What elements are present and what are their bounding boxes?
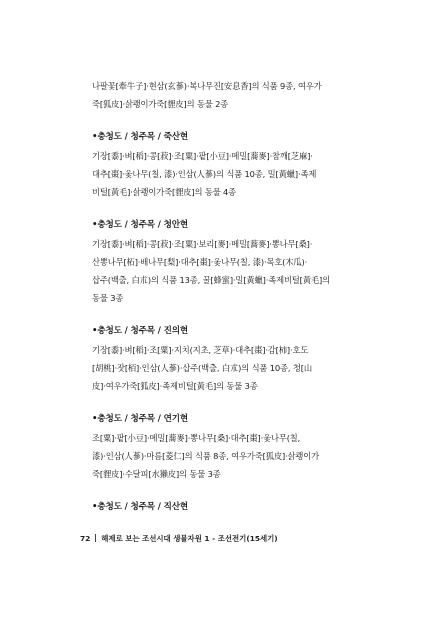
- page-number: 72: [80, 534, 91, 543]
- footer-divider: [95, 534, 96, 542]
- text-line: 漆)·인삼(人蔘)·마름[菱仁]의 식품 8종, 여우가죽[狐皮]·삵쾡이가: [92, 451, 320, 461]
- page-footer: [80, 534, 360, 544]
- text-line: 죽[貍皮]·수달피[水獺皮]의 동물 3종: [92, 469, 221, 479]
- text-line: 기장[黍]·벼[稻]·조[粟]·지치(지초, 芝草)·대추[棗]·감[柿]·호도: [92, 345, 309, 355]
- section-heading: •충청도 / 청주목 / 청안현: [92, 220, 189, 230]
- text-line: 비털[黃毛]·삵쾡이가죽[貍皮]의 동물 4종: [92, 187, 237, 197]
- text-line: 나팔꽃[牽牛子]·현삼(玄蔘)·복나무진[安息香]의 식품 9종, 여우가: [92, 81, 322, 91]
- text-line: 대추[棗]·옻나무(칠, 漆)·인삼(人蔘)의 식품 10종, 밀[黃蠟]·족제: [92, 169, 317, 179]
- section-heading: •충청도 / 청주목 / 진의현: [92, 326, 189, 336]
- section-heading: •충청도 / 청주목 / 직산현: [92, 502, 189, 512]
- text-line: 동물 3종: [92, 293, 124, 303]
- text-line: 皮]·여우가죽[狐皮]·족제비털[黃毛]의 동물 3종: [92, 381, 258, 391]
- text-line: 조[粟]·팥[小豆]·메밀[蕎麥]·뽕나무[桑]·대추[棗]·옻나무(칠,: [92, 433, 301, 443]
- text-line: 기장[黍]·벼[稻]·콩[菽]·조[粟]·보리[麥]·메밀[蕎麥]·뽕나무[桑]·: [92, 239, 313, 249]
- section-heading: •충청도 / 청주목 / 죽산현: [92, 132, 189, 142]
- book-title: 해제로 보는 조선시대 생물자원 1 - 조선전기(15세기): [101, 534, 278, 543]
- text-line: [胡桃]·잣[栢]·인삼(人蔘)·삽주(백출, 白朮)의 식품 10종, 청[山: [92, 363, 312, 373]
- text-line: 기장[黍]·벼[稻]·콩[菽]·조[粟]·팥[小豆]·메밀[蕎麥]·참깨[芝麻]·: [92, 151, 313, 161]
- text-line: 죽[狐皮]·삵쾡이가죽[貍皮]의 동물 2종: [92, 99, 229, 109]
- text-line: 삽주(백출, 白朮)의 식품 13종, 꿀[蜂蜜]·밀[黃蠟]·족제비털[黃毛]의: [92, 275, 331, 285]
- text-line: 산뽕나무[柘]·배나무[梨]·대추[棗]·옻나무(칠, 漆)·목호(木瓜)·: [92, 257, 308, 267]
- section-heading: •충청도 / 청주목 / 연기현: [92, 414, 189, 424]
